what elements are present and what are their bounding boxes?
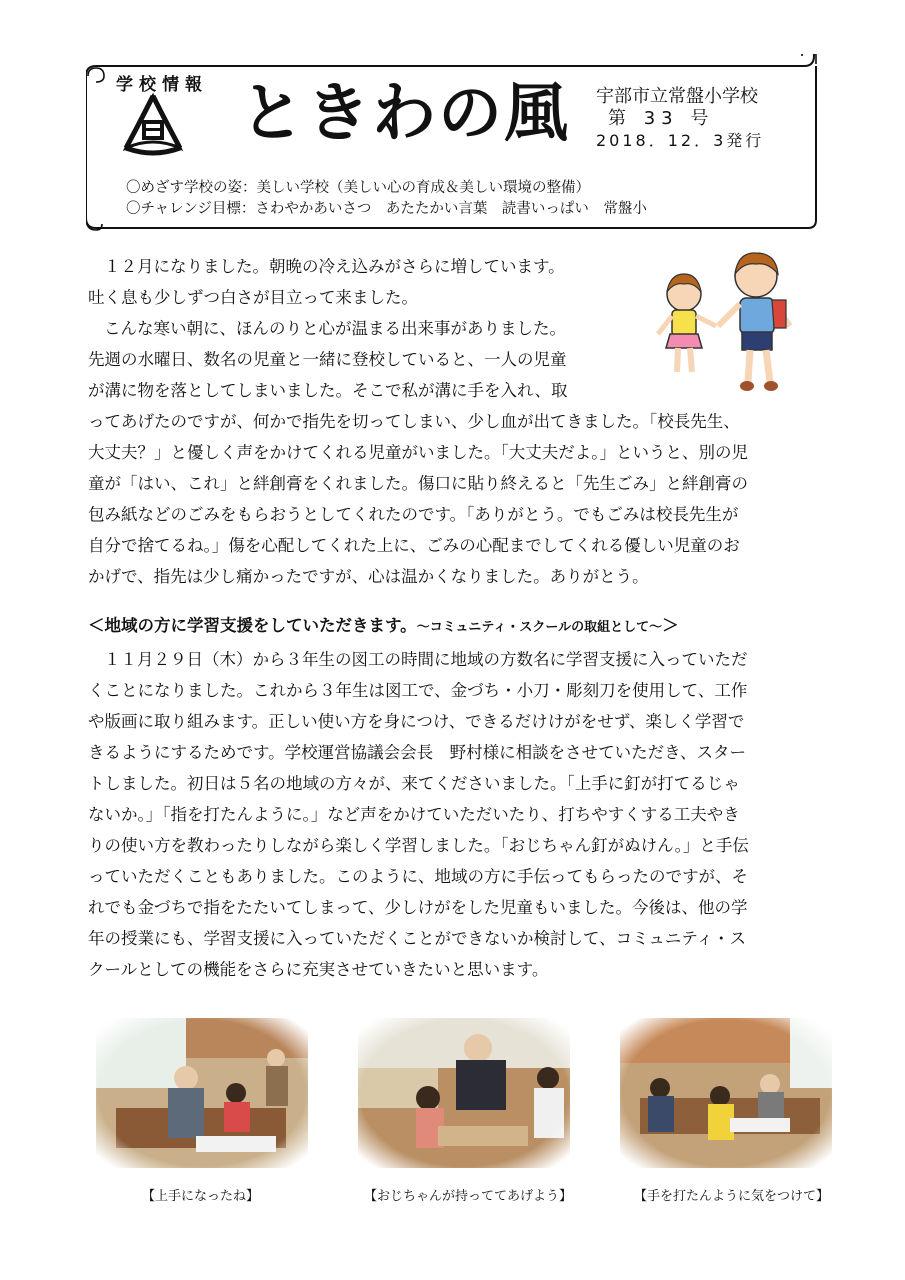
text-line: 年の授業にも、学習支援に入っていただくことができないか検討して、コミュニティ・ス <box>88 929 747 948</box>
text-line: が溝に物を落としてしまいました。そこで私が溝に手を入れ、取 <box>88 381 568 400</box>
text-line: ってあげたのですが、何かで指先を切ってしまい、少し血が出てきました。「校長先生、 <box>88 412 740 431</box>
newsletter-title: ときわの風 <box>240 77 570 151</box>
article-intro <box>88 251 748 592</box>
photo-caption-2: 【おじちゃんが持っててあげよう】 <box>364 1189 573 1204</box>
text-line: １１月２９日（木）から３年生の図工の時間に地域の方数名に学習支援に入っていただ <box>104 650 748 669</box>
classroom-photo-2 <box>358 1018 570 1168</box>
text-line: 童が「はい、これ」と絆創膏をくれました。傷口に貼り終えると「先生ごみ」と絆創膏の <box>88 474 748 493</box>
text-line: 包み紙などのごみをもらおうとしてくれたのです。「ありがとう。でもごみは校長先生が <box>88 505 739 524</box>
motto-line-1: 〇めざす学校の姿：美しい学校（美しい心の育成＆美しい環境の整備） <box>126 180 590 196</box>
text-line: 吐く息も少しずつ白さが目立って来ました。 <box>88 288 418 307</box>
heading-subtitle: ～コミュニティ・スクールの取組として～ <box>416 620 663 635</box>
motto-line-2: 〇チャレンジ目標：さわやかあいさつ あたたかい言葉 読書いっぱい 常盤小 <box>126 201 647 217</box>
classroom-photo-1 <box>96 1018 308 1168</box>
article-body <box>88 644 749 985</box>
photo-caption-1: 【上手になったね】 <box>142 1189 260 1204</box>
classroom-photo-3 <box>620 1018 832 1168</box>
issue-info <box>596 86 764 152</box>
text-line: クールとしての機能をさらに充実させていきたいと思います。 <box>88 960 549 979</box>
article-heading <box>88 612 679 636</box>
issue-date: 2018．12．3発行 <box>596 131 765 150</box>
text-line: っていただくこともありました。このように、地域の方に手伝ってもらったのですが、そ <box>88 867 748 886</box>
text-line: 先週の水曜日、数名の児童と一緒に登校していると、一人の児童 <box>88 350 567 369</box>
text-line: 大丈夫？」と優しく声をかけてくれる児童がいました。「大丈夫だよ。」というと、別の児 <box>88 443 748 462</box>
text-line: きるようにするためです。学校運営協議会会長 野村様に相談をさせていただき、スター <box>88 743 747 762</box>
text-line: １２月になりました。朝晩の冷え込みがさらに増しています。 <box>104 257 565 276</box>
text-line: こんな寒い朝に、ほんのりと心が温まる出来事がありました。 <box>104 319 566 338</box>
text-line: りの使い方を教わったりしながら楽しく学習しました。「おじちゃん釘がぬけん。」と手伝 <box>88 836 749 855</box>
section-label: 学校情報 <box>116 75 208 95</box>
text-line: 自分で捨てるね。」傷を心配してくれた上に、ごみの心配までしてくれる優しい児童のお <box>88 536 740 555</box>
text-line: トしました。初日は５名の地域の方々が、来てくださいました。「上手に釘が打てるじゃ <box>88 774 740 793</box>
issue-number: 第 33 号 <box>608 108 715 129</box>
school-name: 宇部市立常盤小学校 <box>596 86 758 107</box>
heading-main: ＜地域の方に学習支援をしていただきます。 <box>88 616 417 635</box>
text-line: くことになりました。これから３年生は図工で、金づち・小刀・彫刻刀を使用して、工作 <box>88 681 748 700</box>
school-emblem-icon <box>118 92 188 160</box>
photo-caption-3: 【手を打たんように気をつけて】 <box>634 1189 830 1204</box>
text-line: ないか。」「指を打たんように。」など声をかけていただいたり、打ちやすくする工夫やき <box>88 805 740 824</box>
heading-close: ＞ <box>662 616 679 635</box>
text-line: れでも金づちで指をたたいてしまって、少しけがをした児童もいました。今後は、他の学 <box>88 898 748 917</box>
text-line: かげで、指先は少し痛かったですが、心は温かくなりました。ありがとう。 <box>88 567 649 586</box>
school-motto <box>126 178 647 220</box>
text-line: や版画に取り組みます。正しい使い方を身につけ、できるだけけがをせず、楽しく学習で <box>88 712 745 731</box>
